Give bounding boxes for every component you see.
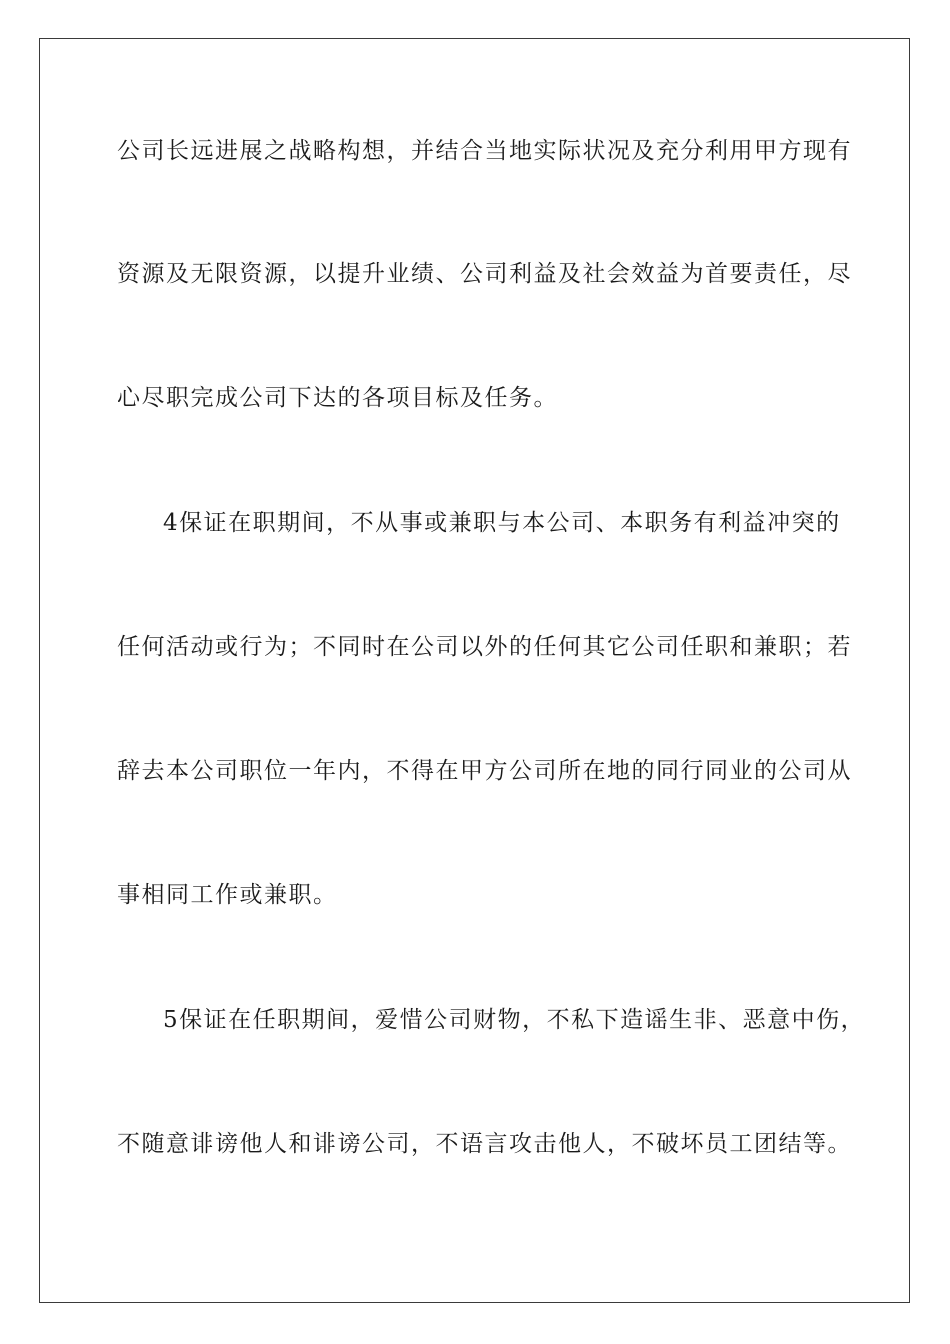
- paragraph-line: 心尽职完成公司下达的各项目标及任务。: [117, 385, 558, 411]
- paragraph-line: 任何活动或行为；不同时在公司以外的任何其它公司任职和兼职；若: [117, 634, 852, 660]
- paragraph-line: 资源及无限资源，以提升业绩、公司利益及社会效益为首要责任，尽: [117, 261, 852, 287]
- paragraph-line: 事相同工作或兼职。: [117, 882, 338, 908]
- paragraph-line: 公司长远进展之战略构想，并结合当地实际状况及充分利用甲方现有: [117, 138, 852, 164]
- paragraph-line: 辞去本公司职位一年内，不得在甲方公司所在地的同行同业的公司从: [117, 758, 852, 784]
- paragraph-line: 不随意诽谤他人和诽谤公司，不语言攻击他人，不破坏员工团结等。: [117, 1131, 852, 1157]
- page-border: [39, 38, 910, 1303]
- paragraph-line-item-5: 5保证在任职期间，爱惜公司财物，不私下造谣生非、恶意中伤，: [163, 1007, 866, 1033]
- paragraph-line-item-4: 4保证在职期间，不从事或兼职与本公司、本职务有利益冲突的: [163, 510, 841, 536]
